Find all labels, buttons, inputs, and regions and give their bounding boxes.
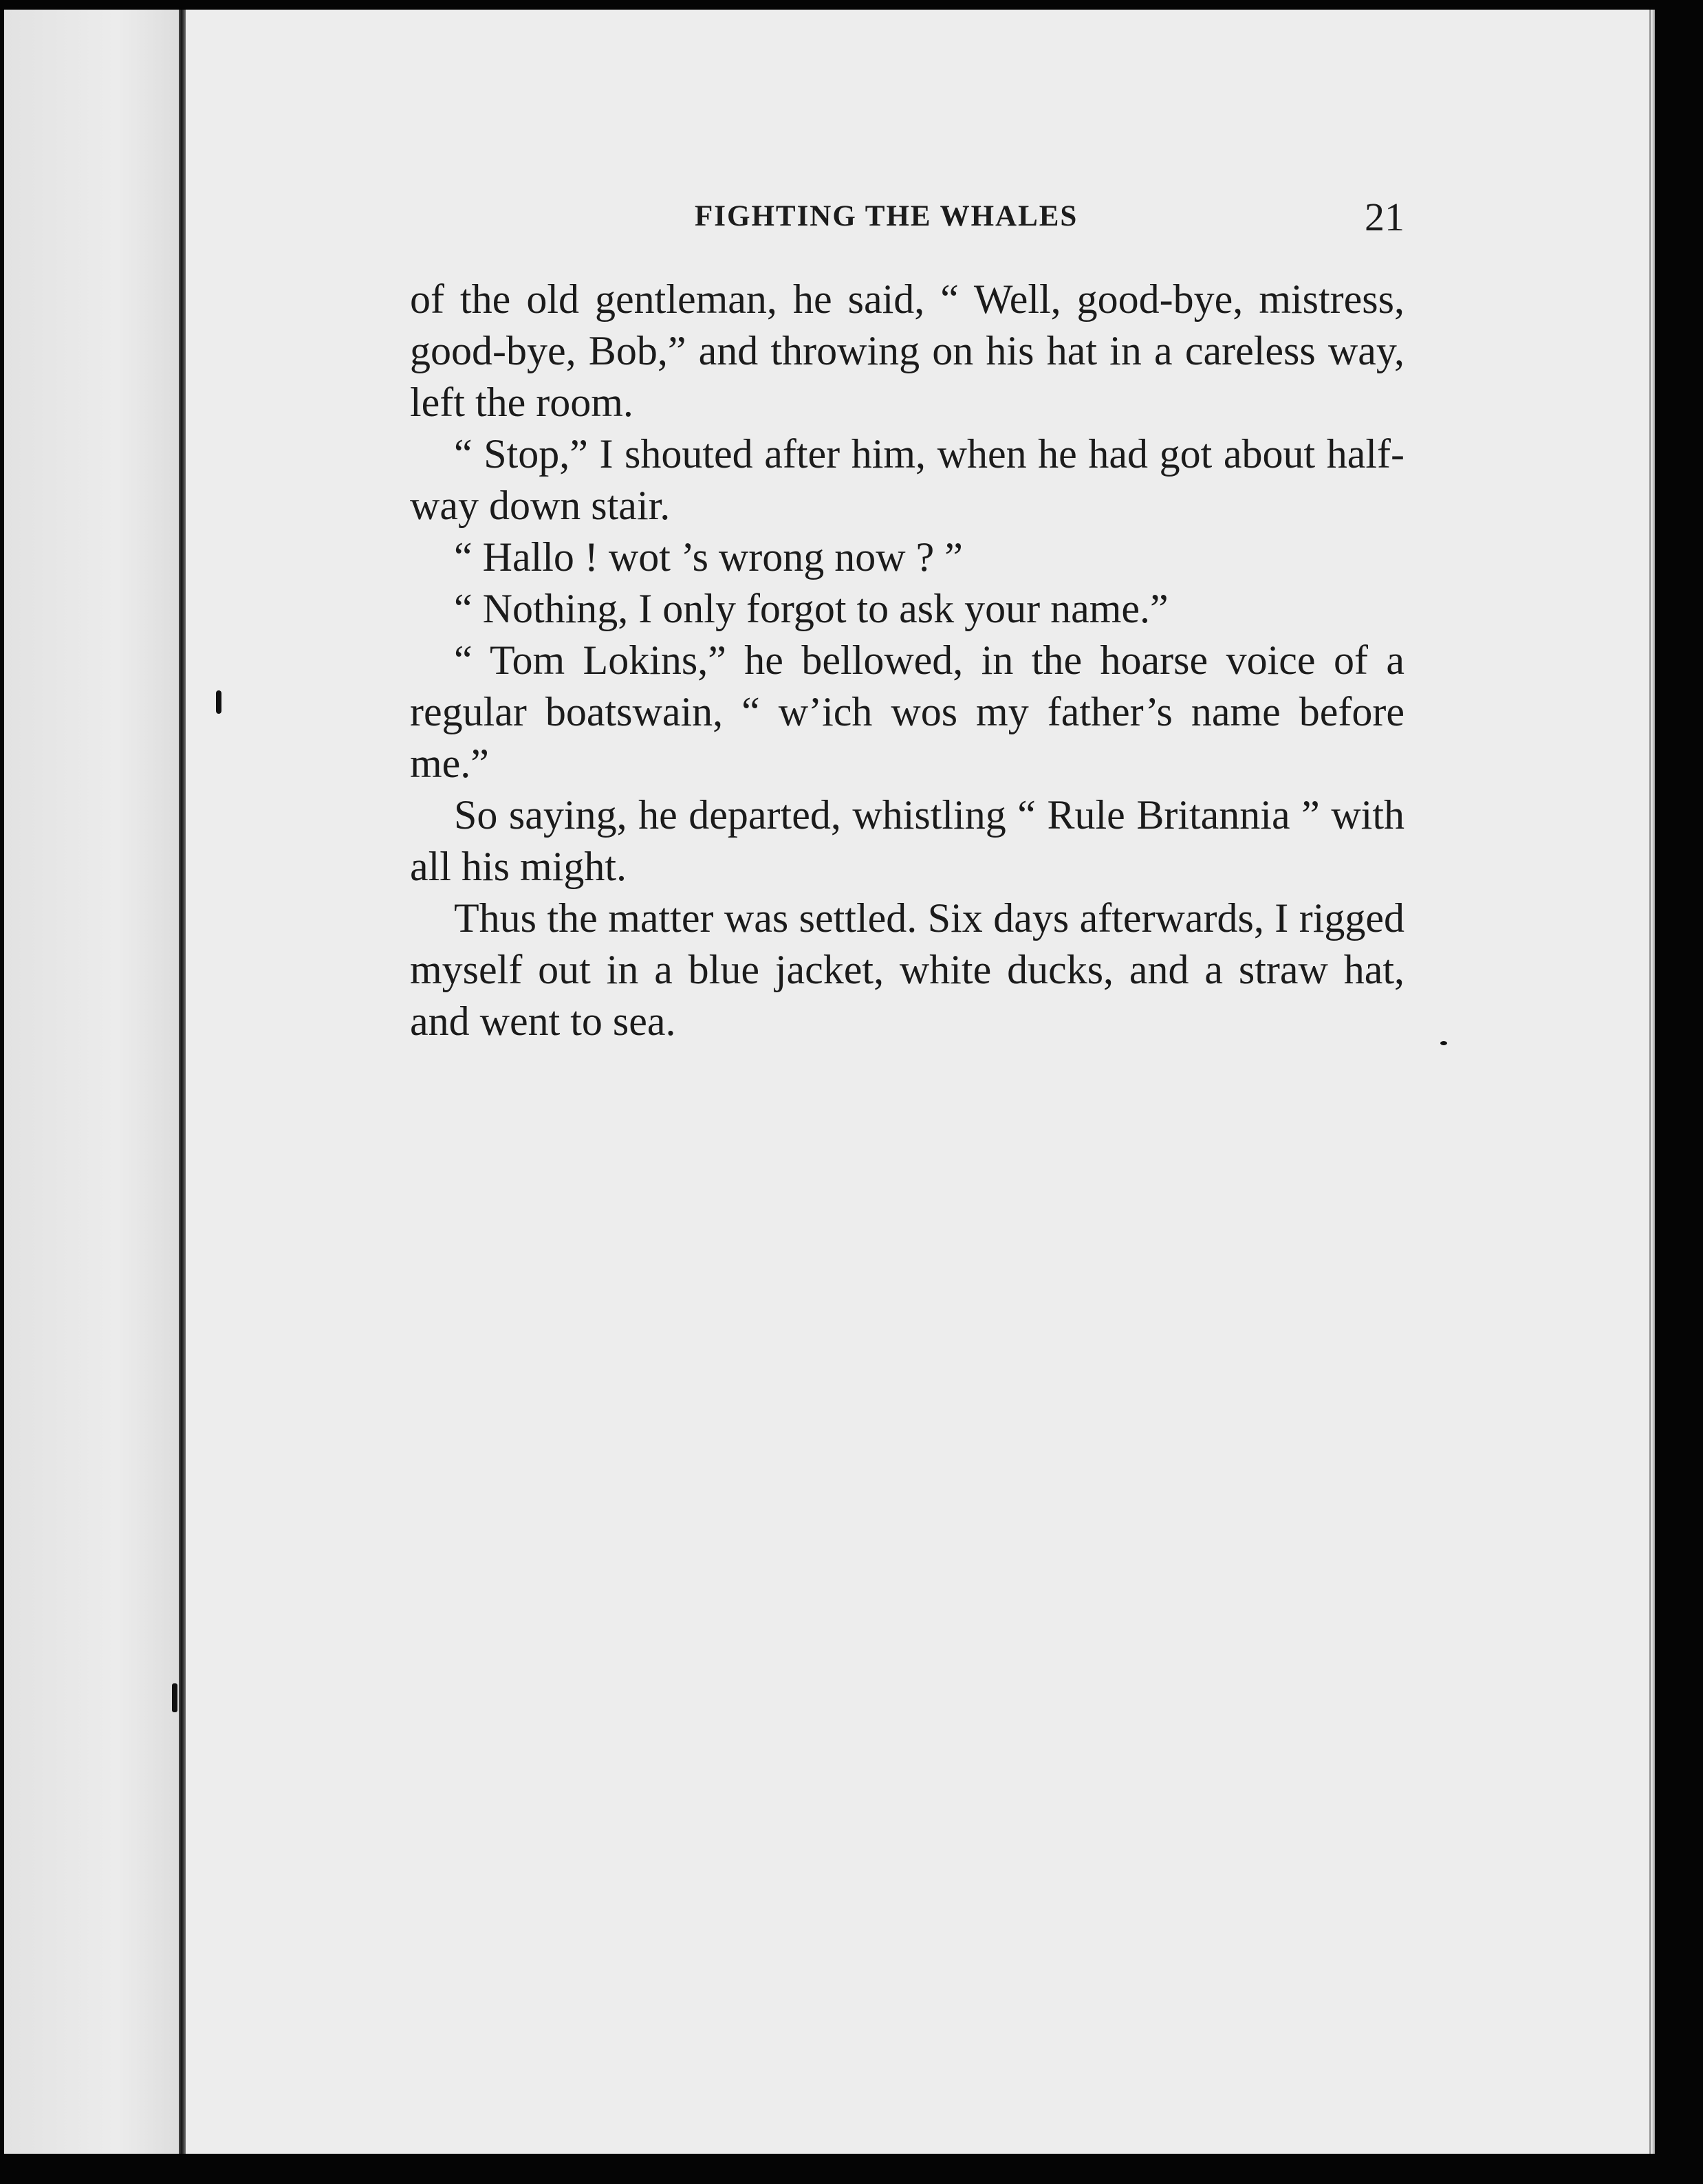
running-head: FIGHTING THE WHALES bbox=[695, 200, 1078, 232]
scan-speck bbox=[172, 1683, 177, 1712]
binding-gutter bbox=[179, 10, 186, 2154]
paragraph-so-saying: So saying, he departed, whistling “ Rule Britannia ” with all his might. bbox=[410, 792, 1404, 889]
paragraph-thus: Thus the matter was settled. Six days afterwards, I rigged myself out in a blue jacket, white ducks, and a straw hat, and went to sea. bbox=[410, 895, 1404, 1044]
page-number: 21 bbox=[1365, 195, 1404, 239]
left-page-edge bbox=[4, 10, 179, 2154]
paragraph-tom-lokins: “ Tom Lokins,” he bellowed, in the hoarse voice of a regular boatswain, “ w’ich wos my father’s name before me.” bbox=[410, 637, 1404, 786]
scan-speck bbox=[1440, 1041, 1447, 1045]
body-text bbox=[410, 274, 1404, 1047]
paragraph-nothing: “ Nothing, I only forgot to ask your name.” bbox=[454, 586, 1169, 631]
paragraph-continuation: of the old gentleman, he said, “ Well, good-bye, mistress, good-bye, Bob,” and throwing on his hat in a careless way, left the room. bbox=[410, 276, 1404, 425]
page-header bbox=[695, 195, 1404, 239]
scan-speck bbox=[216, 690, 221, 714]
paragraph-stop: “ Stop,” I shouted after him, when he had got about half-way down stair. bbox=[410, 431, 1404, 528]
paragraph-hallo: “ Hallo ! wot ’s wrong now ? ” bbox=[454, 534, 963, 580]
